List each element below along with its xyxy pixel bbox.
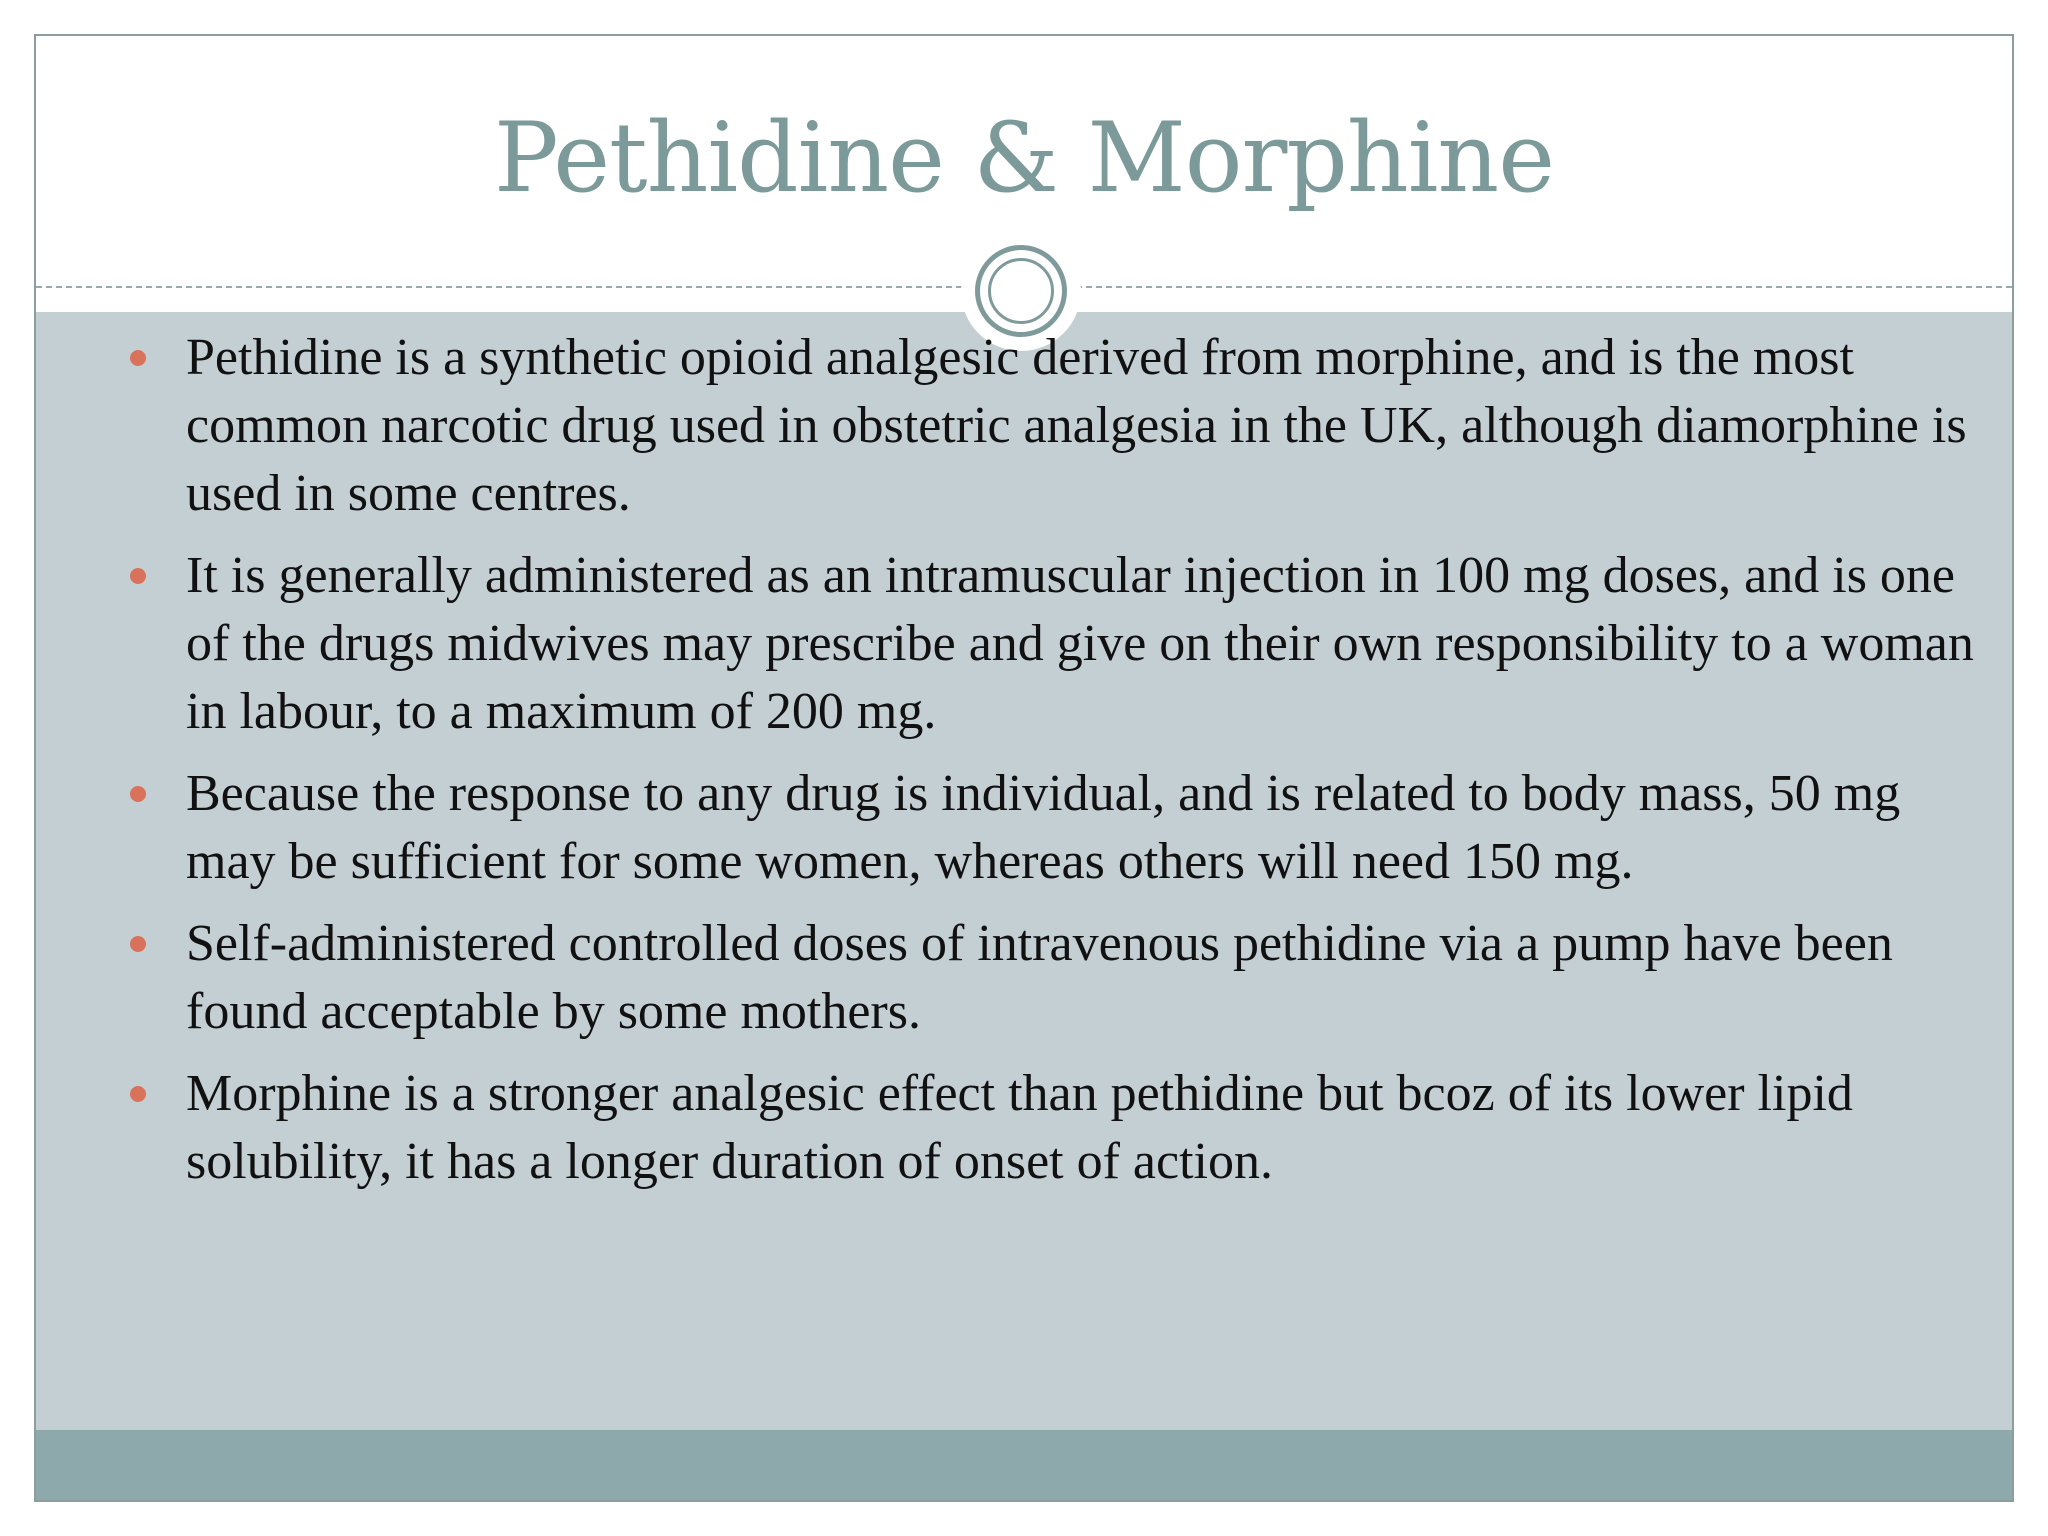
slide bbox=[34, 34, 2014, 1502]
bullet-item bbox=[186, 760, 1986, 896]
bullet-item bbox=[186, 1060, 1986, 1196]
bullet-item bbox=[186, 324, 1986, 528]
bullet-list bbox=[186, 324, 1986, 1210]
slide-title: Pethidine & Morphine bbox=[493, 102, 1555, 214]
footer-band bbox=[36, 1430, 2012, 1500]
bullet-text: Morphine is a stronger analgesic effect than pethidine but bcoz of its lower lipid solubility, it has a longer duration of onset of action. bbox=[186, 1065, 1853, 1190]
bullet-dot-icon bbox=[130, 350, 146, 366]
bullet-text: Self-administered controlled doses of intravenous pethidine via a pump have been found acceptable by some mothers. bbox=[186, 915, 1893, 1040]
bullet-item bbox=[186, 542, 1986, 746]
bullet-dot-icon bbox=[130, 786, 146, 802]
bullet-text: It is generally administered as an intramuscular injection in 100 mg doses, and is one of the drugs midwives may prescribe and give on their own responsibility to a woman in labour, to a maximum of 200 mg. bbox=[186, 547, 1974, 740]
bullet-text: Pethidine is a synthetic opioid analgesic derived from morphine, and is the most common narcotic drug used in obstetric analgesia in the UK, although diamorphine is used in some centres. bbox=[186, 329, 1967, 522]
bullet-dot-icon bbox=[130, 1086, 146, 1102]
bullet-text: Because the response to any drug is individual, and is related to body mass, 50 mg may be sufficient for some women, whereas others will need 150 mg. bbox=[186, 765, 1901, 890]
bullet-item bbox=[186, 910, 1986, 1046]
bullet-dot-icon bbox=[130, 568, 146, 584]
bullet-dot-icon bbox=[130, 936, 146, 952]
